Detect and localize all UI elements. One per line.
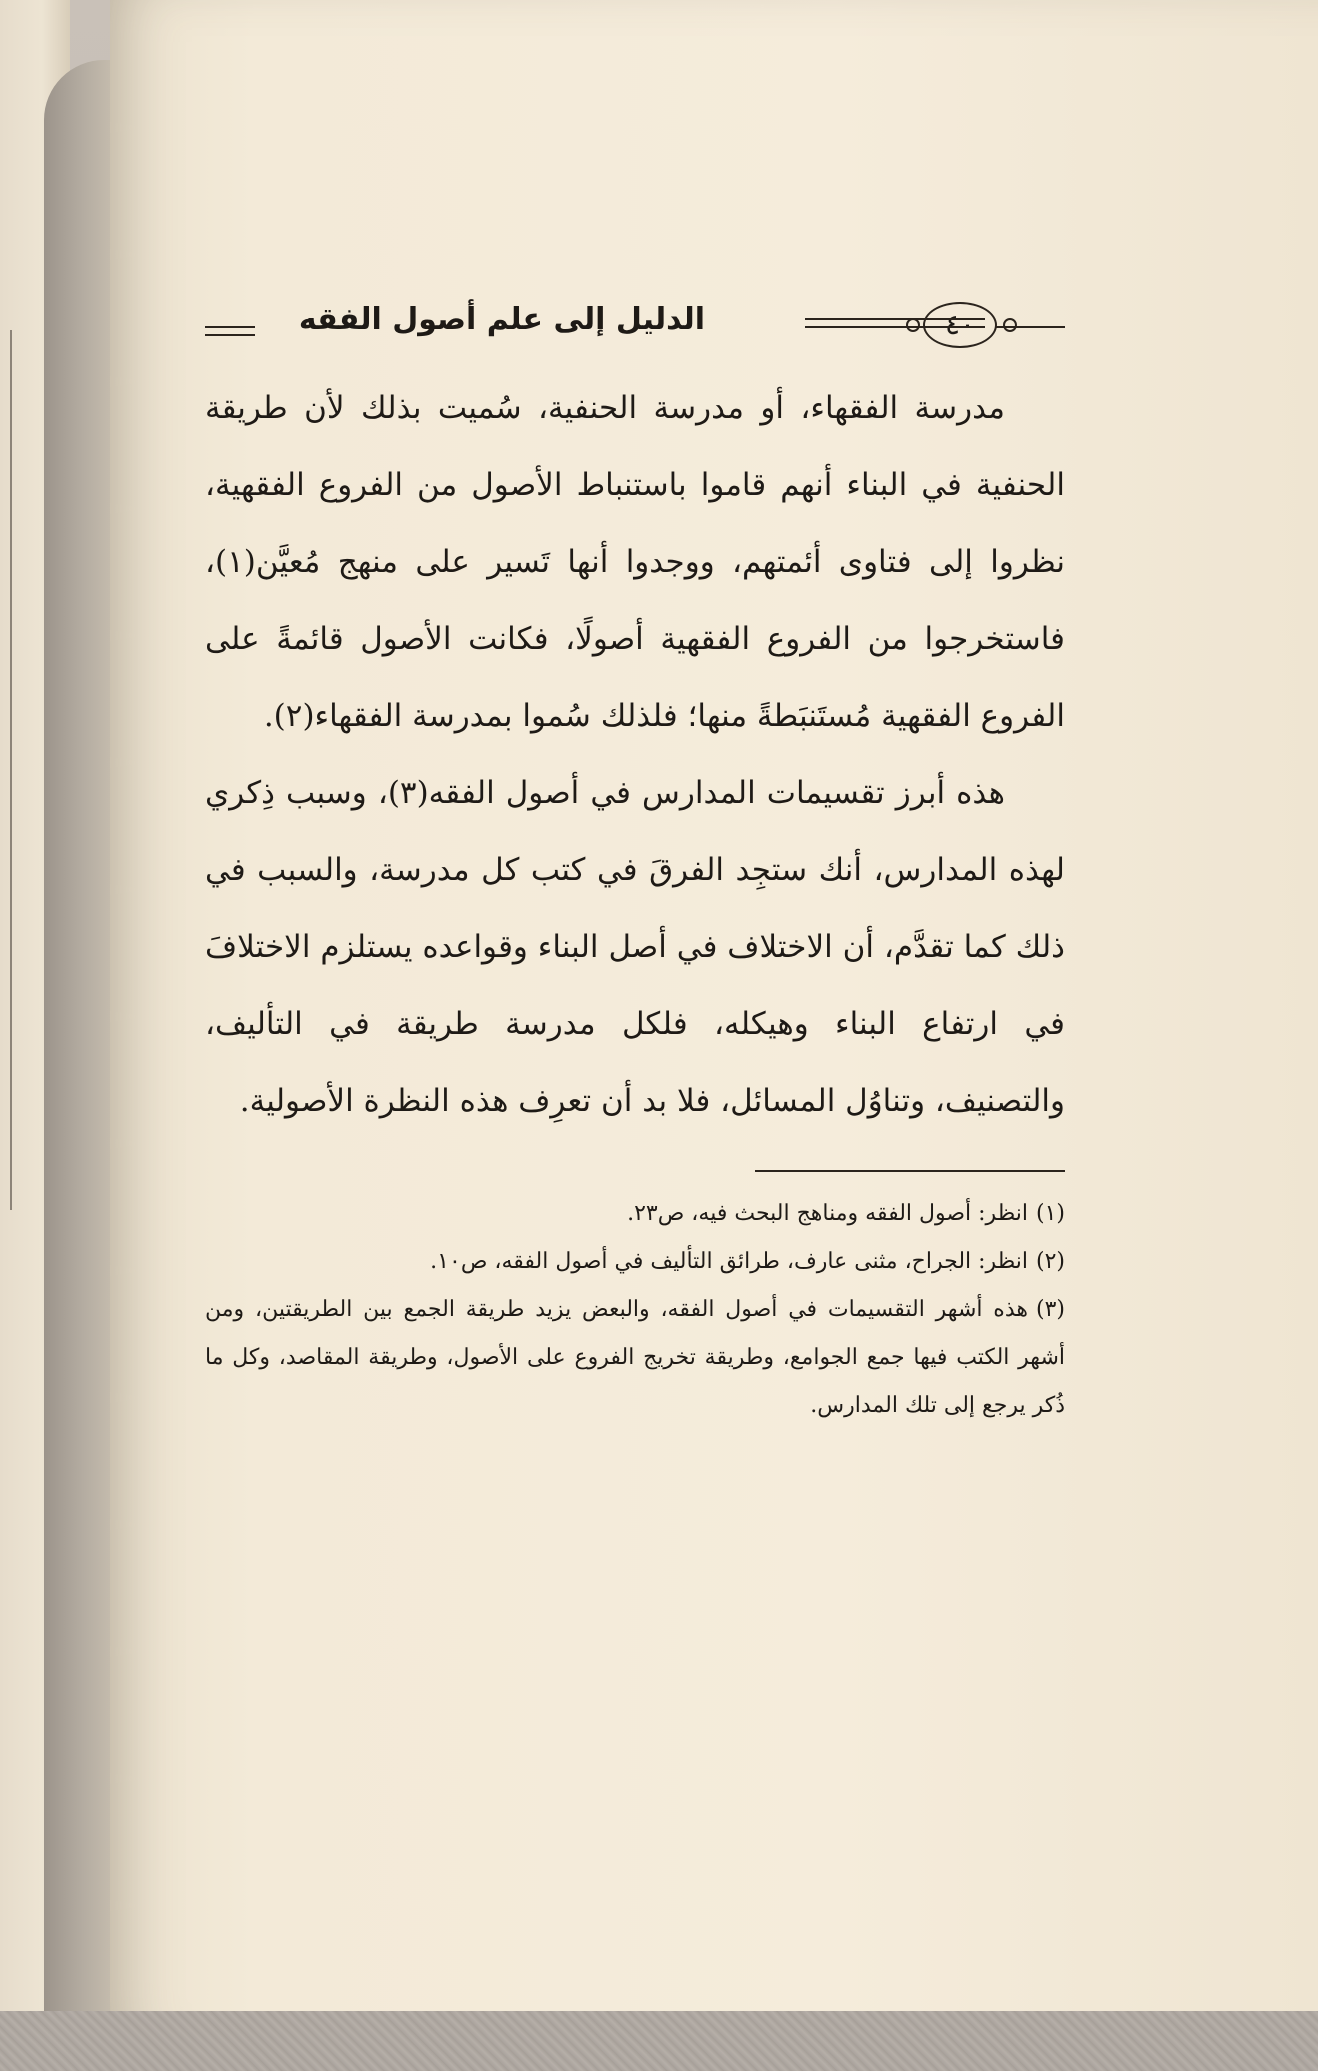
page-number: ٤٠ bbox=[923, 302, 997, 348]
header-ornament-dot-icon bbox=[1003, 318, 1017, 332]
paragraph: هذه أبرز تقسيمات المدارس في أصول الفقه(٣)، وسبب ذِكري لهذه المدارس، أنك ستجِد الفرقَ في كتب كل مدرسة، والسبب في ذلك كما تقدَّم، أن الاختلاف في أصل البناء وقواعده يستلزم الاختلافَ في ارتفاع البناء وهيكله، فلكل مدرسة طريقة في التأليف، والتصنيف، وتناوُل المسائل، فلا بد أن تعرِف هذه النظرة الأصولية. bbox=[205, 775, 1065, 1119]
table-cloth bbox=[0, 2011, 1318, 2071]
footnote bbox=[205, 1286, 1065, 1430]
header-rule-end bbox=[205, 326, 255, 336]
left-page-border bbox=[0, 330, 12, 1210]
footnote-separator bbox=[755, 1170, 1065, 1172]
footnote bbox=[205, 1190, 1065, 1238]
running-header bbox=[205, 300, 1065, 360]
footnote-number: (١) bbox=[1035, 1201, 1065, 1226]
page-content bbox=[205, 300, 1065, 1430]
header-rule bbox=[805, 318, 985, 328]
footnote-number: (٣) bbox=[1035, 1297, 1065, 1322]
footnote-text: انظر: الجراح، مثنى عارف، طرائق التأليف في أصول الفقه، ص١٠. bbox=[430, 1249, 1028, 1274]
footnote-text: هذه أشهر التقسيمات في أصول الفقه، والبعض يزيد طريقة الجمع بين الطريقتين، ومن أشهر الكتب فيها جمع الجوامع، وطريقة تخريج الفروع على الأصول، وطريقة المقاصد، وكل ما ذُكر يرجع إلى تلك المدارس. bbox=[205, 1297, 1065, 1418]
paragraph: مدرسة الفقهاء، أو مدرسة الحنفية، سُميت بذلك لأن طريقة الحنفية في البناء أنهم قاموا باستنباط الأصول من الفروع الفقهية، نظروا إلى فتاوى أئمتهم، ووجدوا أنها تَسير على منهج مُعيَّن(١)، فاستخرجوا من الفروع الفقهية أصولًا، فكانت الأصول قائمةً على الفروع الفقهية مُستَنبَطةً منها؛ فلذلك سُموا بمدرسة الفقهاء(٢). bbox=[205, 390, 1065, 734]
book-title: الدليل إلى علم أصول الفقه bbox=[298, 302, 705, 337]
footnotes bbox=[205, 1190, 1065, 1430]
footnote-number: (٢) bbox=[1035, 1249, 1065, 1274]
footnote-text: انظر: أصول الفقه ومناهج البحث فيه، ص٢٣. bbox=[627, 1201, 1028, 1226]
footnote bbox=[205, 1238, 1065, 1286]
